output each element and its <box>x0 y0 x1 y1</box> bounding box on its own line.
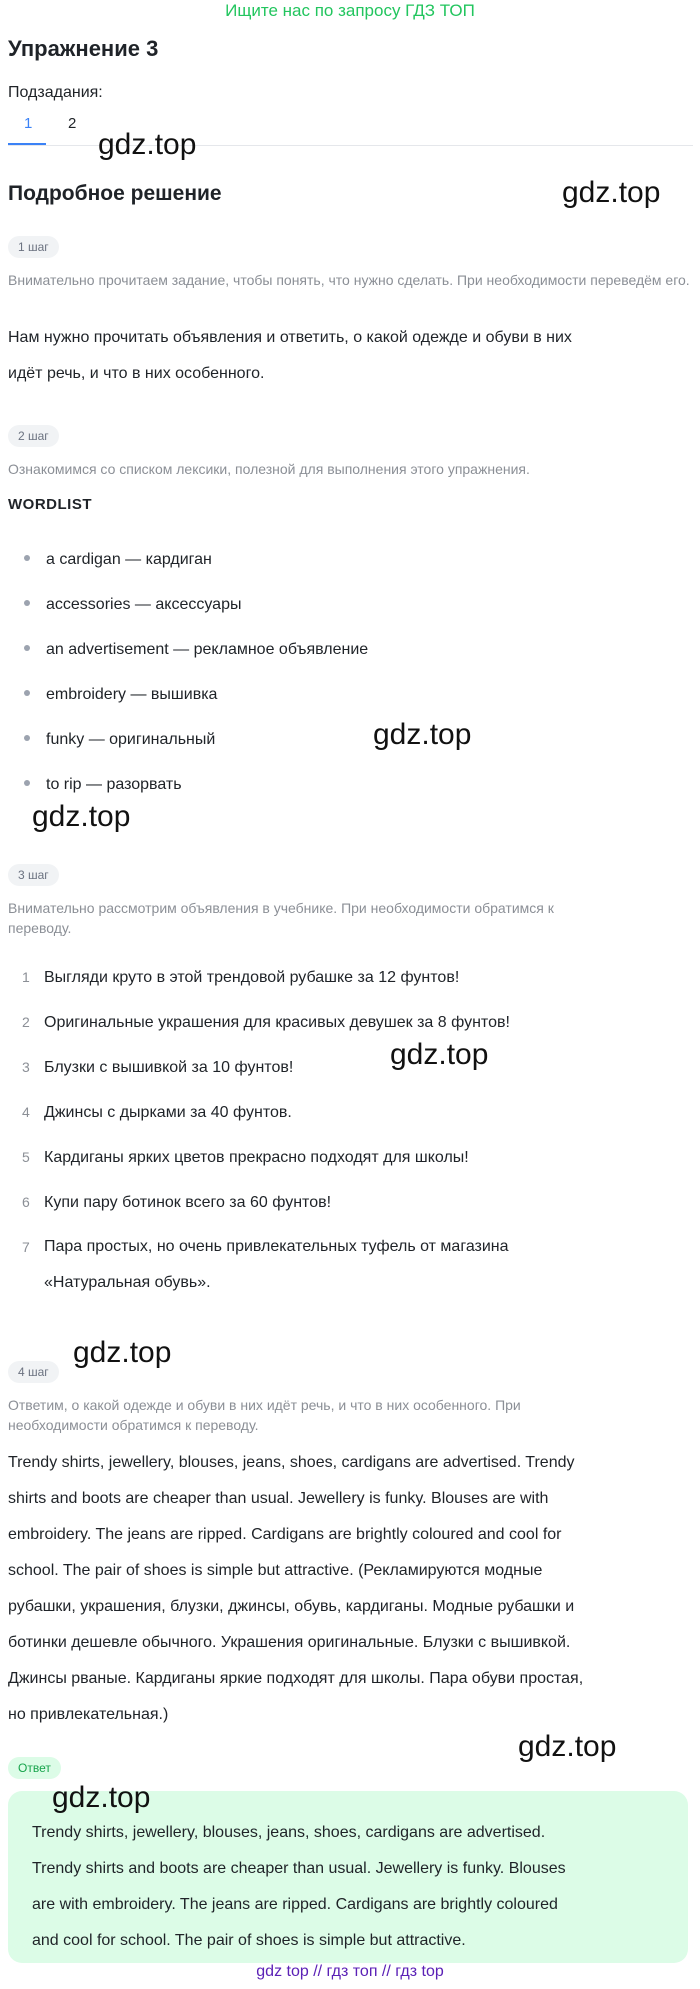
text-line: ботинки дешевле обычного. Украшения оригинальные. Блузки с вышивкой. <box>8 1634 571 1651</box>
watermark: gdz.top <box>32 800 131 833</box>
watermark: gdz.top <box>562 176 661 209</box>
item-text: Оригинальные украшения для красивых девушек за 8 фунтов! <box>44 1014 510 1031</box>
text-line: Trendy shirts, jewellery, blouses, jeans, shoes, cardigans are advertised. Trendy <box>8 1454 575 1471</box>
watermark: gdz.top <box>518 1730 617 1763</box>
bullet-icon <box>24 735 30 741</box>
text-line: Trendy shirts and boots are cheaper than usual. Jewellery is funky. Blouses <box>32 1860 566 1877</box>
item-number: 2 <box>22 1014 30 1030</box>
step-hint <box>8 1395 693 1435</box>
step-text <box>8 320 693 392</box>
item-number: 7 <box>22 1239 30 1255</box>
wordlist-title: WORDLIST <box>8 496 92 513</box>
numbered-item <box>22 1147 469 1168</box>
watermark: gdz.top <box>52 1781 151 1814</box>
item-text: Кардиганы ярких цветов прекрасно подходят для школы! <box>44 1149 469 1166</box>
step-badge: 4 шаг <box>8 1361 59 1383</box>
text-line: рубашки, украшения, блузки, джинсы, обувь, кардиганы. Модные рубашки и <box>8 1598 575 1615</box>
numbered-item <box>22 1192 331 1213</box>
text-line: Джинсы рваные. Кардиганы яркие подходят для школы. Пара обуви простая, <box>8 1670 584 1687</box>
text-line: Trendy shirts, jewellery, blouses, jeans, shoes, cardigans are advertised. <box>32 1824 546 1841</box>
hint-line: необходимости обратимся к переводу. <box>8 1417 259 1433</box>
text-line: and cool for school. The pair of shoes is simple but attractive. <box>32 1932 466 1949</box>
item-text <box>44 1229 664 1301</box>
numbered-item <box>22 967 459 988</box>
watermark: gdz.top <box>390 1038 489 1071</box>
top-banner: Ищите нас по запросу ГДЗ ТОП <box>225 1 475 20</box>
list-item-text: an advertisement — рекламное объявление <box>46 641 369 658</box>
list-item-text: a cardigan — кардиган <box>46 551 212 568</box>
text-line: shirts and boots are cheaper than usual. Jewellery is funky. Blouses are with <box>8 1490 549 1507</box>
text-line: school. The pair of shoes is simple but attractive. (Рекламируются модные <box>8 1562 543 1579</box>
answer-badge: Ответ <box>8 1757 61 1779</box>
numbered-item <box>22 1237 44 1258</box>
step-hint <box>8 898 693 938</box>
numbered-item <box>22 1012 510 1033</box>
text-line: но привлекательная.) <box>8 1706 169 1723</box>
step-hint: Ознакомимся со списком лексики, полезной для выполнения этого упражнения. <box>8 461 530 477</box>
bullet-icon <box>24 555 30 561</box>
item-number: 1 <box>22 969 30 985</box>
item-text: Купи пару ботинок всего за 60 фунтов! <box>44 1194 332 1211</box>
step-badge: 1 шаг <box>8 236 59 258</box>
bullet-icon <box>24 645 30 651</box>
watermark: gdz.top <box>73 1336 172 1369</box>
subtasks-label: Подзадания: <box>8 84 103 101</box>
tab-subtask-2[interactable]: 2 <box>68 115 77 132</box>
list-item <box>24 595 241 615</box>
list-item-text: embroidery — вышивка <box>46 686 218 703</box>
list-item-text: accessories — аксессуары <box>46 596 242 613</box>
step-hint: Внимательно прочитаем задание, чтобы понять, что нужно сделать. При необходимости переведём его. <box>8 272 690 288</box>
list-item <box>24 640 368 660</box>
hint-line: Внимательно рассмотрим объявления в учебнике. При необходимости обратимся к <box>8 900 554 916</box>
watermark: gdz.top <box>373 718 472 751</box>
item-text: Джинсы с дырками за 40 фунтов. <box>44 1104 292 1121</box>
bullet-icon <box>24 690 30 696</box>
item-text: Блузки с вышивкой за 10 фунтов! <box>44 1059 294 1076</box>
text-line: идёт речь, и что в них особенного. <box>8 365 265 382</box>
watermark: gdz.top <box>98 128 197 161</box>
item-number: 6 <box>22 1194 30 1210</box>
answer-text <box>32 1815 672 1959</box>
list-item <box>24 730 215 750</box>
list-item <box>24 685 217 705</box>
text-line: Нам нужно прочитать объявления и ответить, о какой одежде и обуви в них <box>8 329 572 346</box>
text-line: «Натуральная обувь». <box>44 1274 211 1291</box>
item-number: 3 <box>22 1059 30 1075</box>
list-item-text: to rip — разорвать <box>46 776 182 793</box>
text-line: Пара простых, но очень привлекательных туфель от магазина <box>44 1238 509 1255</box>
item-number: 4 <box>22 1104 30 1120</box>
hint-line: переводу. <box>8 920 72 936</box>
item-text: Выгляди круто в этой трендовой рубашке за 12 фунтов! <box>44 969 460 986</box>
list-item-text: funky — оригинальный <box>46 731 216 748</box>
page-title: Упражнение 3 <box>8 36 159 61</box>
footer-links[interactable]: gdz top // гдз топ // гдз top <box>256 1963 444 1980</box>
numbered-item <box>22 1057 293 1078</box>
step-badge: 3 шаг <box>8 864 59 886</box>
list-item <box>24 775 182 795</box>
step-badge: 2 шаг <box>8 425 59 447</box>
step-text <box>8 1445 693 1733</box>
text-line: are with embroidery. The jeans are ripped. Cardigans are brightly coloured <box>32 1896 558 1913</box>
section-title: Подробное решение <box>8 182 222 205</box>
bullet-icon <box>24 780 30 786</box>
item-number: 5 <box>22 1149 30 1165</box>
text-line: embroidery. The jeans are ripped. Cardigans are brightly coloured and cool for <box>8 1526 562 1543</box>
hint-line: Ответим, о какой одежде и обуви в них идёт речь, и что в них особенного. При <box>8 1397 521 1413</box>
tab-subtask-1[interactable]: 1 <box>24 115 33 132</box>
bullet-icon <box>24 600 30 606</box>
numbered-item <box>22 1102 292 1123</box>
list-item <box>24 550 212 570</box>
